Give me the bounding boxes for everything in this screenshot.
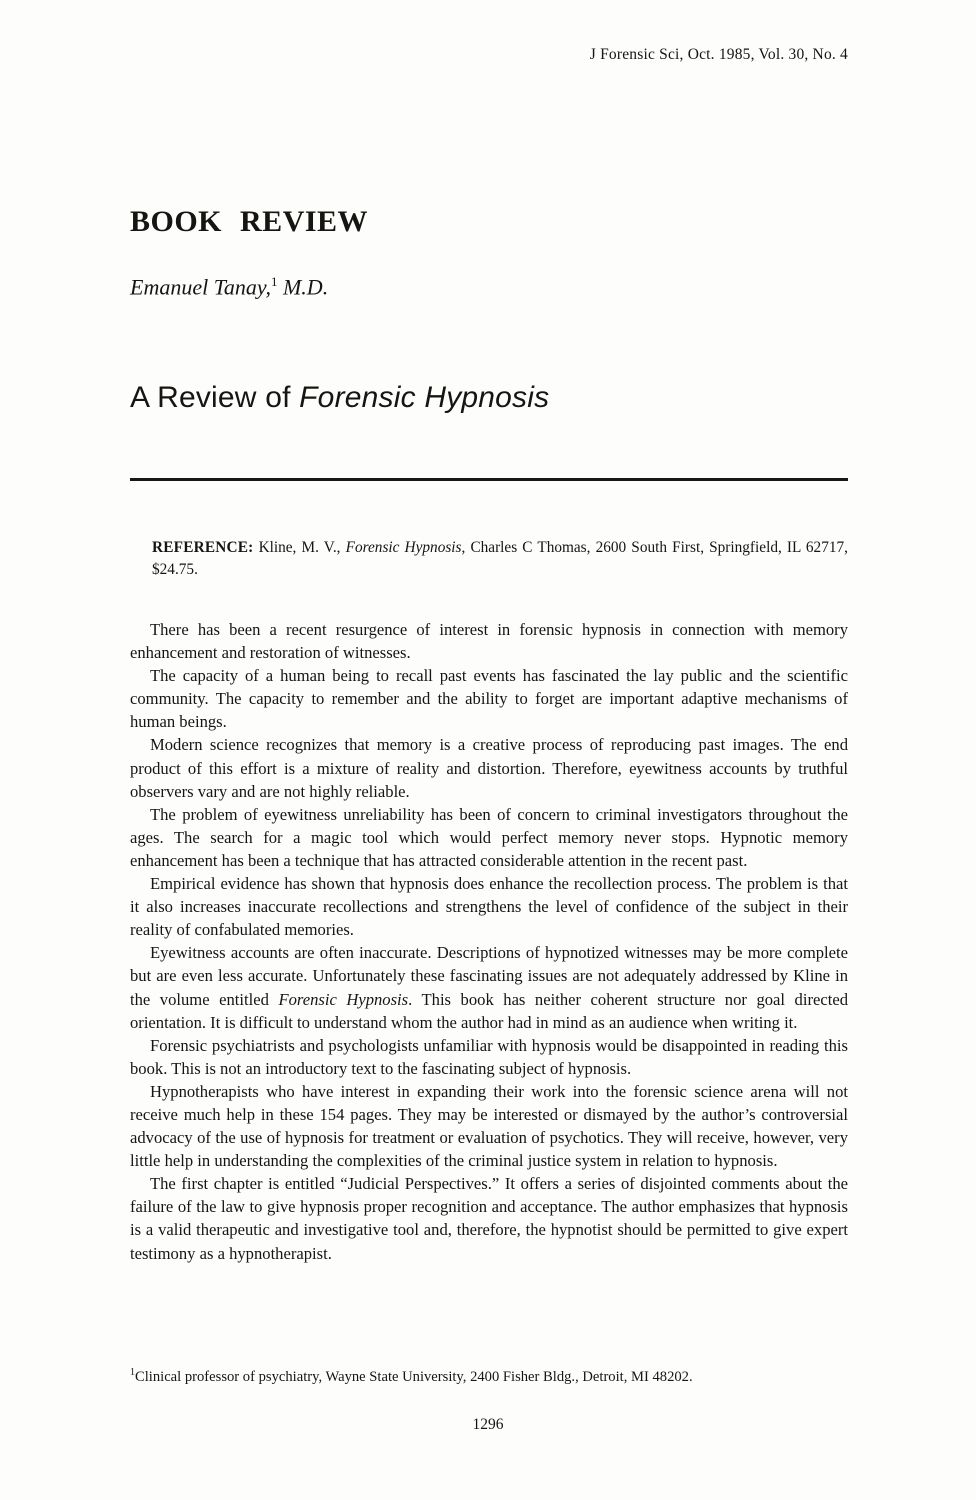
reference-citation-end: , Charles C Thomas, 2600 South First, Springfield, IL 62717, $24.75. bbox=[152, 539, 848, 578]
paragraph bbox=[130, 1034, 848, 1080]
article-title-prefix: A Review of bbox=[130, 381, 300, 414]
paragraph bbox=[130, 733, 848, 802]
paragraph bbox=[130, 872, 848, 941]
paragraph bbox=[130, 1080, 848, 1172]
author-name: Emanuel Tanay, bbox=[130, 274, 271, 300]
paragraph-text: The problem of eyewitness unreliability has been of concern to criminal investigators throughout the ages. The search for a magic tool which would perfect memory never stops. Hypnotic memory enhancement has been a technique that has attracted considerable attention in the recent past. bbox=[130, 804, 848, 870]
footnote bbox=[130, 1363, 848, 1387]
reference-citation-start: Kline, M. V., bbox=[253, 539, 346, 556]
author-footnote-marker: 1 bbox=[270, 274, 278, 289]
paragraph bbox=[130, 803, 848, 872]
body-paragraphs bbox=[130, 618, 848, 1265]
paragraph-text: Eyewitness accounts are often inaccurate. Descriptions of hypnotized witnesses may be more complete but are even less accurate. Unfortunately these fascinating issues are not adequately addressed by Kline in the volume entitled bbox=[130, 943, 848, 1009]
footnote-marker: 1 bbox=[130, 1367, 135, 1378]
paragraph bbox=[130, 941, 848, 1033]
author-degree: M.D. bbox=[277, 274, 329, 300]
paragraph bbox=[130, 664, 848, 733]
paragraph bbox=[130, 1172, 848, 1264]
footnote-text: Clinical professor of psychiatry, Wayne State University, 2400 Fisher Bldg., Detroit, MI 48202. bbox=[135, 1368, 693, 1385]
paragraph-text: There has been a recent resurgence of interest in forensic hypnosis in connection with memory enhancement and restoration of witnesses. bbox=[130, 620, 848, 663]
author-line bbox=[130, 274, 328, 300]
paragraph-text: Empirical evidence has shown that hypnosis does enhance the recollection process. The problem is that it also increases inaccurate recollections and strengthens the level of confidence of the subject in their reality of confabulated memories. bbox=[130, 874, 848, 940]
paragraph bbox=[130, 618, 848, 664]
paragraph-text: . This book has neither coherent structure nor goal directed orientation. It is difficult to understand whom the author had in mind as an audience when writing it. bbox=[130, 989, 848, 1032]
journal-header: J Forensic Sci, Oct. 1985, Vol. 30, No. 4 bbox=[589, 46, 848, 63]
paragraph-text: Modern science recognizes that memory is a creative process of reproducing past images. The end product of this effort is a mixture of reality and distortion. Therefore, eyewitness accounts by truthful observers vary and are not highly reliable. bbox=[130, 735, 848, 801]
reference-label: REFERENCE: bbox=[152, 539, 254, 556]
article-title bbox=[130, 381, 549, 415]
paragraph-text: The capacity of a human being to recall past events has fascinated the lay public and the scientific community. The capacity to remember and the ability to forget are important adaptive mechanisms of human beings. bbox=[130, 666, 848, 732]
paragraph-text: The first chapter is entitled “Judicial Perspectives.” It offers a series of disjointed comments about the failure of the law to give hypnosis proper recognition and acceptance. The author emphasizes that hypnosis is a valid therapeutic and investigative tool and, therefore, the hypnotist should be permitted to give expert testimony as a hypnotherapist. bbox=[130, 1174, 848, 1263]
article-title-book-name: Forensic Hypnosis bbox=[299, 381, 550, 414]
section-title: BOOK REVIEW bbox=[130, 205, 369, 238]
paragraph-text: Forensic psychiatrists and psychologists unfamiliar with hypnosis would be disappointed in reading this book. This is not an introductory text to the fascinating subject of hypnosis. bbox=[130, 1035, 848, 1078]
reference-block bbox=[152, 537, 848, 581]
page-number: 1296 bbox=[472, 1416, 504, 1433]
paragraph-text: Hypnotherapists who have interest in expanding their work into the forensic science arena will not receive much help in these 154 pages. They may be interested or dismayed by the author’s controversial advocacy of the use of hypnosis for treatment or evaluation of psychotics. They will receive, however, very little help in understanding the complexities of the criminal justice system in relation to hypnosis. bbox=[130, 1081, 848, 1171]
reference-book-title: Forensic Hypnosis bbox=[345, 539, 462, 556]
horizontal-rule bbox=[130, 478, 848, 481]
inline-book-title: Forensic Hypnosis bbox=[278, 989, 409, 1009]
